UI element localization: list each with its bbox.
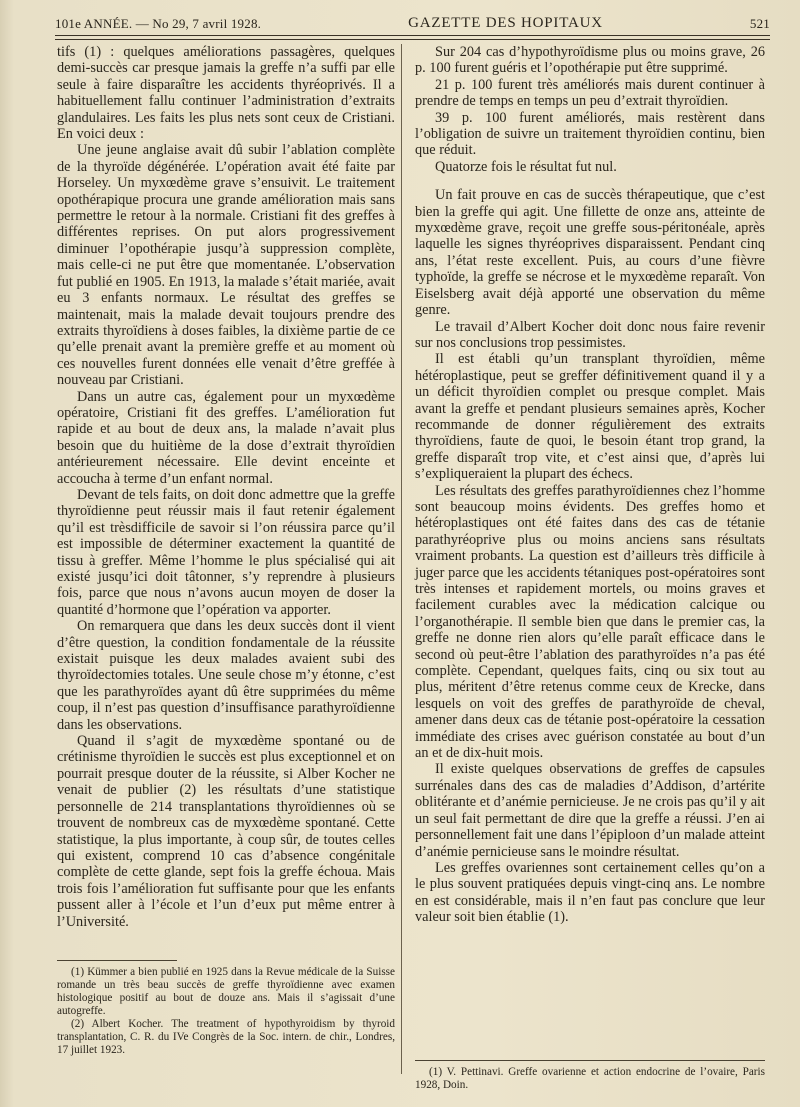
right-column xyxy=(415,44,765,926)
paragraph: Les greffes ovariennes sont certainement celles qu’on a le plus souvent pratiquées depuis vingt-cinq ans. Le nombre en est considérable, mais il n’en faut pas conclure que leur valeur soit bien établie (1). xyxy=(415,859,765,926)
paragraph: Il est établi qu’un transplant thyroïdien, même hétéroplastique, peut se greffer définitivement quand il y a un déficit thyroïdien complet ou presque complet. Mais avant la greffe et pendant plusieurs semaines après, Kocher recommande de donner régulièrement des extraits thyroïdiens, faute de quoi, le besoin étant trop grand, la greffe disparaît trop vite, et c’est ainsi que, d’après lui s’expliqueraient la plupart des échecs. xyxy=(415,351,765,483)
paragraph: Devant de tels faits, on doit donc admettre que la greffe thyroïdienne peut réussir mais il faut retenir également qu’il est trèsdifficile de savoir si l’on réussira parce qu’il est impossible de déterminer exactement la quantité de tissu à greffer. Même l’homme le plus spécialisé qui ait existé jusqu’ici doit tâtonner, s’y reprendre à plusieurs fois, parce que nous n’avons aucun moyen de doser la quantité d’hormone que l’opération va apporter. xyxy=(57,486,395,618)
paragraph: Quatorze fois le résultat fut nul. xyxy=(435,158,617,175)
paragraph: Le travail d’Albert Kocher doit donc nous faire revenir sur nos conclusions trop pessimistes. xyxy=(415,318,765,351)
left-footnotes xyxy=(57,966,395,1057)
journal-title: GAZETTE DES HOPITAUX xyxy=(408,15,603,31)
column-divider xyxy=(401,44,402,1074)
page-number: 521 xyxy=(749,16,770,31)
header-rule xyxy=(55,35,770,36)
paragraph: Un fait prouve en cas de succès thérapeutique, que c’est bien la greffe qui agit. Une fillette de onze ans, atteinte de myxœdème grave, reçoit une greffe sous-péritonéale, après laquelle les signes thyréoprives disparaissent. Pendant cinq ans, l’état reste excellent. Puis, au cours d’une fièvre typhoïde, la greffe se nécrose et le myxœdème reparaît. Von Eiselsberg avait déjà apporté une observation du même genre. xyxy=(415,187,765,319)
paragraph: Quand il s’agit de myxœdème spontané ou de crétinisme thyroïdien le succès est plus exceptionnel et on pourrait presque douter de la réussite, si Alber Kocher ne venait de publier (2) les résultats d’une statistique personnelle de 214 transplantations thyroïdiennes où se trouvent de nombreux cas de myxœdème spontané. Cette statistique, la plus importante, à coup sûr, de toutes celles qui existent, comprend 10 cas d’absence congénitale complète de cette glande, sept fois la greffe échoua. Mais trois fois l’amélioration fut suffisante pour que les enfants pussent aller à l’école et l’un d’eux put même entrer à l’Université. xyxy=(57,733,395,930)
paragraph: tifs (1) : quelques améliorations passagères, quelques demi-succès car presque jamais la greffe n’a suffi par elle seule à faire disparaître les accidents thyréoprivés. Il a habituellement fallu continuer l’administration d’extraits glandulaires. Les faits les plus nets sont ceux de Cristiani. En voici deux : xyxy=(57,44,395,143)
footnote: (1) Kümmer a bien publié en 1925 dans la Revue médicale de la Suisse romande un très beau succès de greffe thyroïdienne avec examen histologique positif au bout de douze ans. Mais il s’agissait d’une autogreffe. xyxy=(57,966,395,1017)
paragraph: Sur 204 cas d’hypothyroïdisme plus ou moins grave, 26 p. 100 furent guéris et l’opothérapie put être supprimé. xyxy=(415,44,765,77)
paragraph: Dans un autre cas, également pour un myxœdème opératoire, Cristiani fit des greffes. L’amélioration fut rapide et au bout de deux ans, la malade n’avait plus besoin que du huitième de la dose d’extrait thyroïdien antérieurement nécessaire. Elle devint enceinte et accoucha à terme d’un enfant normal. xyxy=(57,388,395,487)
footnote-rule xyxy=(415,1060,765,1061)
issue-line: 101e ANNÉE. — No 29, 7 avril 1928. xyxy=(55,16,262,31)
left-column xyxy=(57,44,395,930)
header-rule-thin xyxy=(55,39,770,40)
right-footnotes xyxy=(415,1066,765,1092)
footnote: (2) Albert Kocher. The treatment of hypothyroidism by thyroid transplantation, C. R. du IVe Congrès de la Soc. intern. de chir., Londres, 17 juillet 1923. xyxy=(57,1018,395,1056)
paragraph: Une jeune anglaise avait dû subir l’ablation complète de la thyroïde dégénérée. L’opération avait été faite par Horseley. Un myxœdème grave s’ensuivit. Le traitement opothérapique procura une grande amélioration mais sans permettre le retour à la normale. Cristiani fit des greffes à différentes reprises. On put alors progressivement diminuer l’opothérapie jusqu’à suppression complète, mais celle-ci ne put être que momentanée. L’observation fut publié en 1905. En 1913, la malade s’était mariée, avait eu 3 enfants normaux. Le résultat des greffes se maintenait, mais la malade devait toujours prendre des extraits thyroïdiens à doses faibles, la dixième partie de ce qu’elle prenait avant la première greffe et au moment où ces nouvelles furent données elle venait d’être greffée à nouveau par Cristiani. xyxy=(57,142,395,389)
paragraph: Il existe quelques observations de greffes de capsules surrénales dans des cas de maladies d’Addison, d’artérite oblitérante et d’anémie pernicieuse. Je ne crois pas qu’il y ait un seul fait permettant de dire que la greffe a réussi. J’en ai personnellement fait une dans l’épiploon d’un malade atteint d’anémie pernicieuse sans le moindre résultat. xyxy=(415,761,765,860)
paragraph: On remarquera que dans les deux succès dont il vient d’être question, la condition fondamentale de la réussite existait puisque les deux malades avaient subi des thyroïdectomies totales. Une seule chose m’y étonne, c’est que les parathyroïdes ayant dû être supprimées du même coup, il n’est pas question d’insuffisance parathyroïdienne dans les observations. xyxy=(57,618,395,733)
running-header xyxy=(55,6,770,32)
paragraph: 21 p. 100 furent très améliorés mais durent continuer à prendre de temps en temps un peu d’extrait thyroïdien. xyxy=(415,76,765,110)
paragraph: 39 p. 100 furent améliorés, mais restèrent dans l’obligation de suivre un traitement thyroïdien continu, bien que réduit. xyxy=(415,109,765,159)
footnote-rule xyxy=(57,960,177,961)
footnote: (1) V. Pettinavi. Greffe ovarienne et action endocrine de l’ovaire, Paris 1928, Doin. xyxy=(415,1066,765,1091)
paragraph: Les résultats des greffes parathyroïdiennes chez l’homme sont beaucoup moins évidents. Des greffes homo et hétéroplastiques ont été faites dans des cas de tétanie parathyréoprive plus ou moins anciens sans résultats vraiment probants. La question est d’ailleurs très difficile à juger parce que les accidents tétaniques post-opératoires sont très intenses et rapidement mortels, ou moins graves et facilement curables avec la médication calcique ou l’organothérapie. Il semble bien que dans le premier cas, la greffe ne donne rien alors qu’elle paraît efficace dans le second où peut-être l’ablation des parathyroïdes n’a pas été complète. Cependant, quelques faits, cinq ou six tout au plus, méritent d’être retenus comme ceux de Krecke, dans lesquels on voit des greffes de parathyroïde de cheval, amener dans deux cas de tétanie post-opératoire la cessation immédiate des crises avec guérison constatée au bout d’un an et de dix-huit mois. xyxy=(415,482,765,762)
